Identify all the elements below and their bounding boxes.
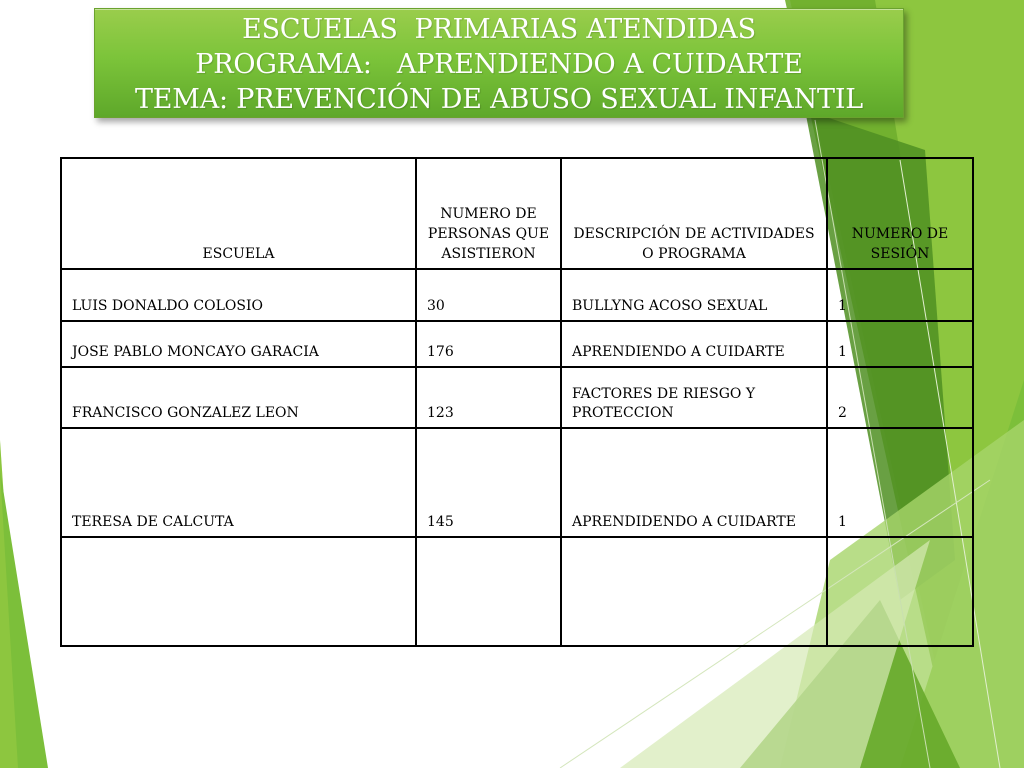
cell-school: JOSE PABLO MONCAYO GARACIA — [61, 321, 416, 367]
cell-attendees: 123 — [416, 367, 561, 428]
cell-session — [827, 537, 973, 646]
cell-school: LUIS DONALDO COLOSIO — [61, 269, 416, 321]
cell-attendees: 176 — [416, 321, 561, 367]
header-row — [61, 158, 973, 269]
header-session: NUMERO DE SESIÓN — [827, 158, 973, 269]
header-school: ESCUELA — [61, 158, 416, 269]
cell-session: 1 — [827, 321, 973, 367]
table-row — [61, 321, 973, 367]
cell-description — [561, 537, 827, 646]
cell-session: 1 — [827, 428, 973, 537]
cell-description: APRENDIENDO A CUIDARTE — [561, 321, 827, 367]
cell-session: 1 — [827, 269, 973, 321]
cell-attendees: 145 — [416, 428, 561, 537]
cell-description: APRENDIDENDO A CUIDARTE — [561, 428, 827, 537]
cell-attendees — [416, 537, 561, 646]
cell-school: FRANCISCO GONZALEZ LEON — [61, 367, 416, 428]
cell-description: BULLYNG ACOSO SEXUAL — [561, 269, 827, 321]
header-description: DESCRIPCIÓN DE ACTIVIDADES O PROGRAMA — [561, 158, 827, 269]
table-row — [61, 269, 973, 321]
title-line-2: PROGRAMA: APRENDIENDO A CUIDARTE — [195, 48, 803, 80]
cell-school — [61, 537, 416, 646]
cell-school: TERESA DE CALCUTA — [61, 428, 416, 537]
title-line-3: TEMA: PREVENCIÓN DE ABUSO SEXUAL INFANTIL — [134, 83, 864, 115]
title-banner — [94, 8, 904, 118]
table-row — [61, 428, 973, 537]
cell-session: 2 — [827, 367, 973, 428]
schools-table — [60, 157, 974, 647]
table-row-empty — [61, 537, 973, 646]
table-row — [61, 367, 973, 428]
header-attendees: NUMERO DE PERSONAS QUE ASISTIERON — [416, 158, 561, 269]
cell-description: FACTORES DE RIESGO Y PROTECCION — [561, 367, 827, 428]
cell-attendees: 30 — [416, 269, 561, 321]
title-line-1: ESCUELAS PRIMARIAS ATENDIDAS — [242, 13, 756, 45]
